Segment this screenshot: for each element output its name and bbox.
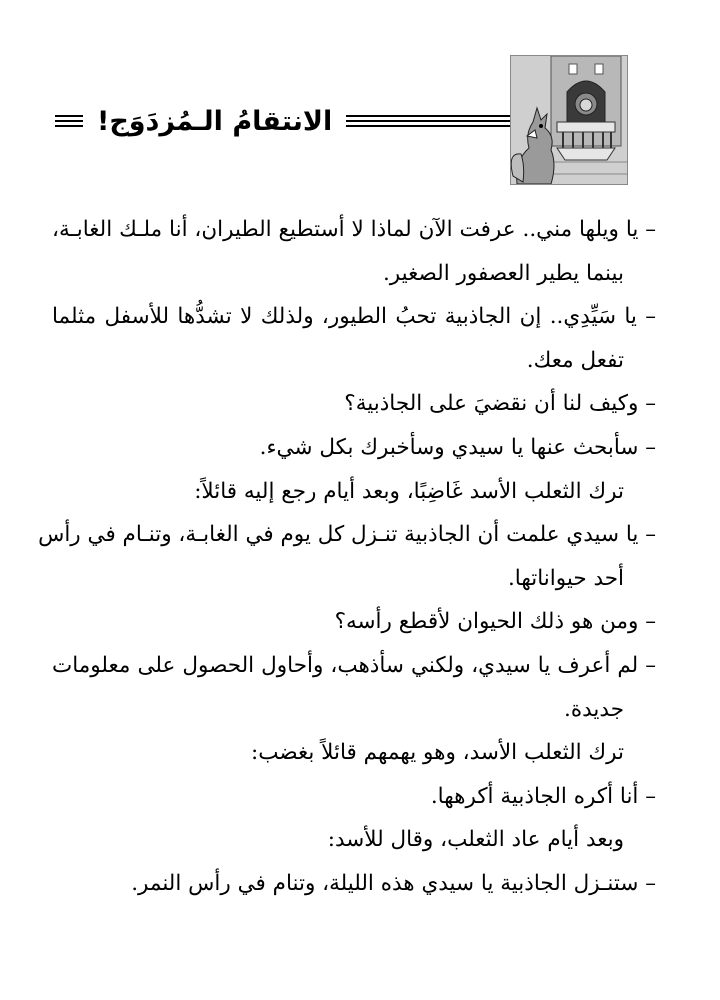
story-text (38, 208, 657, 906)
text-line: بينما يطير العصفور الصغير. (382, 260, 624, 286)
page-header (0, 0, 720, 200)
illustration-drawing (511, 56, 627, 184)
title-ornament-right (346, 115, 510, 127)
fox-and-lion-in-tower-illustration (510, 55, 628, 185)
text-line: تفعل معك. (526, 347, 624, 373)
text-line: – لم أعرف يا سيدي، ولكني سأذهب، وأحاول الحصول على معلومات (52, 652, 657, 678)
text-line: – يا سيدي علمت أن الجاذبية تنـزل كل يوم في الغابـة، وتنـام في رأس (38, 522, 656, 548)
text-line: ترك الثعلب الأسد، وهو يهمهم قائلاً بغضب: (250, 740, 624, 766)
text-line: – يا سَيِّدِي.. إن الجاذبية تحبُ الطيور، ولذلك لا تشدُّها للأسفل مثلما (52, 304, 656, 330)
text-line: – وكيف لنا أن نقضيَ على الجاذبية؟ (344, 391, 656, 417)
title-ornament-left (55, 115, 83, 127)
text-line: – سأبحث عنها يا سيدي وسأخبرك بكل شيء. (259, 434, 656, 460)
text-line: – يا ويلها مني.. عرفت الآن لماذا لا أستطيع الطيران، أنا ملـك الغابـة، (52, 217, 656, 242)
text-line: – ومن هو ذلك الحيوان لأقطع رأسه؟ (334, 609, 656, 635)
text-line: ترك الثعلب الأسد غَاضِبًا، وبعد أيام رجع إليه قائلاً: (194, 478, 624, 504)
text-line: أحد حيواناتها. (507, 565, 624, 591)
text-line: وبعد أيام عاد الثعلب، وقال للأسد: (327, 827, 624, 853)
title-row (55, 102, 510, 140)
text-line: – أنا أكره الجاذبية أكرهها. (430, 783, 656, 809)
page-title: الانتقامُ الـمُزدَوَج! (97, 105, 333, 137)
text-line: – ستنـزل الجاذبية يا سيدي هذه الليلة، وتنام في رأس النمر. (131, 870, 656, 896)
text-line: جديدة. (564, 696, 624, 722)
